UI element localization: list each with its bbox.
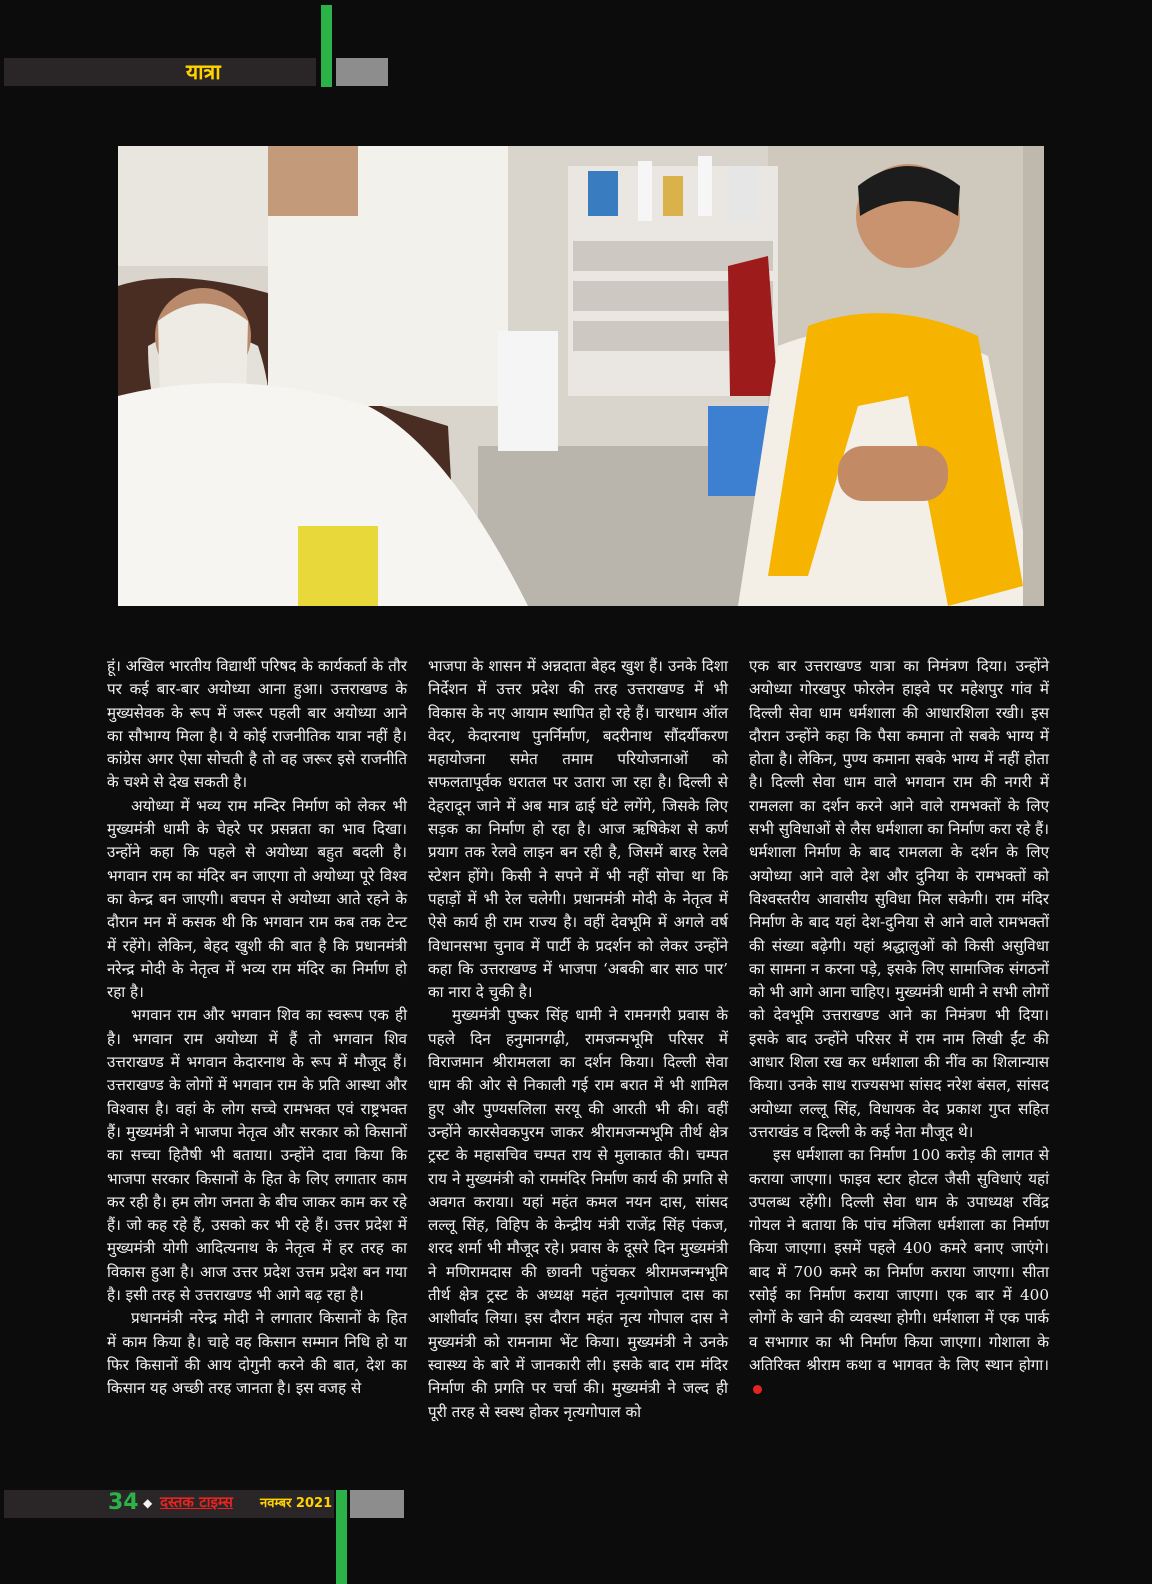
magazine-logo: दस्तक टाइम्स [160, 1493, 233, 1511]
paragraph: भगवान राम और भगवान शिव का स्वरूप एक ही है। भगवान राम अयोध्या में हैं तो भगवान शिव उत्तराखण्ड में भगवान केदारनाथ के रूप में मौजूद हैं। उत्तराखण्ड के लोगों में भगवान राम के प्रति आस्था और विश्वास है। वहां के लोग सच्चे रामभक्त एवं राष्ट्रभक्त हैं। मुख्यमंत्री ने भाजपा नेतृत्व और सरकार को किसानों का सच्चा हितैषी भी बताया। उन्होंने दावा किया कि भाजपा सरकार किसानों के हित के लिए लगातार काम कर रही है। हम लोग जनता के बीच जाकर काम कर रहे हैं। जो कह रहे हैं, उसको कर भी रहे हैं। उत्तर प्रदेश में मुख्यमंत्री योगी आदित्यनाथ के नेतृत्व में हर तरह का विकास हुआ है। आज उत्तर प्रदेश उत्तम प्रदेश बन गया है। इसी तरह से उत्तराखण्ड भी आगे बढ़ रहा है। [107, 1006, 407, 1305]
paragraph: हूं। अखिल भारतीय विद्यार्थी परिषद के कार्यकर्ता के तौर पर कई बार-बार अयोध्या आना हुआ। उत्तराखण्ड के मुख्यसेवक के रूप में जरूर पहली बार अयोध्या आने का सौभाग्य मिला है। ये कोई राजनीतिक यात्रा नहीं है। कांग्रेस अगर ऐसा सोचती है तो वह जरूर इसे राजनीति के चश्मे से देख सकती है। [107, 657, 407, 792]
diamond-separator-icon: ◆ [143, 1496, 153, 1510]
end-mark-icon [753, 1385, 762, 1394]
paragraph: एक बार उत्तराखण्ड यात्रा का निमंत्रण दिया। उन्होंने अयोध्या गोरखपुर फोरलेन हाइवे पर महेशपुर गांव में दिल्ली सेवा धाम धर्मशाला की आधारशिला रखी। इस दौरान उन्होंने कहा कि पैसा कमाना तो सबके भाग्य में होता है। लेकिन, पुण्य कमाना सबके भाग्य में नहीं होता है। दिल्ली सेवा धाम वाले भगवान राम की नगरी में रामलला का दर्शन करने आने वाले रामभक्तों के लिए सभी सुविधाओं से लैस धर्मशाला का निर्माण करा रहे हैं। धर्मशाला निर्माण के बाद रामलला के दर्शन के लिए अयोध्या आने वाले देश और दुनिया के रामभक्तों को विश्वस्तरीय आवासीय सुविधा मिल सकेगी। राम मंदिर निर्माण के बाद यहां देश-दुनिया से आने वाले रामभक्तों की संख्या बढ़ेगी। यहां श्रद्धालुओं को किसी असुविधा का सामना न करना पड़े, इसके लिए सामाजिक संगठनों को भी आगे आना चाहिए। मुख्यमंत्री धामी ने सभी लोगों को देवभूमि उत्तराखण्ड आने का निमंत्रण भी दिया। इसके बाद उन्होंने परिसर में राम नाम लिखी ईंट की आधार शिला रख कर धर्मशाला की नींव का शिलान्यास किया। उनके साथ राज्यसभा सांसद नरेश बंसल, सांसद अयोध्या लल्लू सिंह, विधायक वेद प्रकाश गुप्त सहित उत्तराखंड व दिल्ली के कई नेता मौजूद थे। [749, 657, 1049, 1141]
paragraph: अयोध्या में भव्य राम मन्दिर निर्माण को लेकर भी मुख्यमंत्री धामी के चेहरे पर प्रसन्नता का भाव दिखा। उन्होंने कहा कि पहले से अयोध्या बहुत बदली है। भगवान राम का मंदिर बन जाएगा तो अयोध्या पूरे विश्व का केन्द्र बन जाएगी। बचपन से अयोध्या आते रहने के दौरान मन में कसक थी कि भगवान राम कब तक टेन्ट में रहेंगे। लेकिन, बेहद खुशी की बात है कि प्रधानमंत्री नरेन्द्र मोदी के नेतृत्व में भव्य राम मंदिर का निर्माण हो रहा है। [107, 796, 407, 1002]
paragraph: भाजपा के शासन में अन्नदाता बेहद खुश हैं। उनके दिशा निर्देशन में उत्तर प्रदेश की तरह उत्तराखण्ड में भी विकास के नए आयाम स्थापित हो रहे हैं। चारधाम ऑल वेदर, केदारनाथ पुनर्निर्माण, बदरीनाथ सौंदर्यीकरण महायोजना समेत तमाम परियोजनाओं को सफलतापूर्वक धरातल पर उतारा जा रहा है। दिल्ली से देहरादून जाने में अब मात्र ढाई घंटे लगेंगे, जिसके लिए सड़क का निर्माण हो रहा है। आज ऋषिकेश से कर्ण प्रयाग तक रेलवे लाइन बन रही है, जिसमें बारह रेलवे स्टेशन होंगे। किसी ने सपने में भी नहीं सोचा था कि पहाड़ों में भी रेल चलेगी। प्रधानमंत्री मोदी के नेतृत्व में ऐसे कार्य ही राम राज्य है। वहीं देवभूमि में अगले वर्ष विधानसभा चुनाव में पार्टी के प्रदर्शन को लेकर उन्होंने कहा कि उत्तराखण्ड में भाजपा ‘अबकी बार साठ पार’ का नारा दे चुकी है। [428, 657, 728, 1002]
paragraph: प्रधानमंत्री नरेन्द्र मोदी ने लगातार किसानों के हित में काम किया है। चाहे वह किसान सम्मान निधि हो या फिर किसानों की आय दोगुनी करने की बात, देश का किसान यह अच्छी तरह जानता है। इस वजह से [107, 1309, 407, 1398]
section-label: यात्रा [186, 60, 221, 84]
page-number: 34 [108, 1490, 139, 1515]
paragraph-text: इस धर्मशाला का निर्माण 100 करोड़ की लागत से कराया जाएगा। फाइव स्टार होटल जैसी सुविधाएं यहां उपलब्ध रहेंगी। दिल्ली सेवा धाम के उपाध्यक्ष रविंद्र गोयल ने बताया कि पांच मंजिला धर्मशाला का निर्माण किया जाएगा। इसमें पहले 400 कमरे बनाए जाएंगे। बाद में 700 कमरे का निर्माण कराया जाएगा। सीता रसोई का निर्माण कराया जाएगा। एक बार में 400 लोगों के खाने की व्यवस्था होगी। धर्मशाला में एक पार्क व सभागार का भी निर्माण किया जाएगा। गोशाला के अतिरिक्त श्रीराम कथा व भागवत के लिए स्थान होगा। [749, 1146, 1049, 1374]
article-column-3 [749, 655, 1049, 1401]
grey-accent-box [336, 58, 388, 86]
green-accent-bar [321, 5, 332, 87]
article-photo [118, 146, 1044, 606]
paragraph [749, 1144, 1049, 1400]
article-column-1 [107, 655, 407, 1401]
green-accent-bar-bottom [336, 1490, 347, 1584]
article-column-2 [428, 655, 728, 1424]
paragraph: मुख्यमंत्री पुष्कर सिंह धामी ने रामनगरी प्रवास के पहले दिन हनुमानगढ़ी, रामजन्मभूमि परिसर में विराजमान श्रीरामलला का दर्शन किया। दिल्ली सेवा धाम की ओर से निकाली गई राम बरात में भी शामिल हुए और पुण्यसलिला सरयू की आरती भी की। वहीं उन्होंने कारसेवकपुरम जाकर श्रीरामजन्मभूमि तीर्थ क्षेत्र ट्रस्ट के महासचिव चम्पत राय से मुलाकात की। चम्पत राय ने मुख्यमंत्री को राममंदिर निर्माण कार्य की प्रगति से अवगत कराया। यहां महंत कमल नयन दास, सांसद लल्लू सिंह, विहिप के केन्द्रीय मंत्री राजेंद्र सिंह पंकज, शरद शर्मा भी मौजूद रहे। प्रवास के दूसरे दिन मुख्यमंत्री ने मणिरामदास की छावनी पहुंचकर श्रीरामजन्मभूमि तीर्थ क्षेत्र ट्रस्ट के अध्यक्ष महंत नृत्यगोपाल दास का आशीर्वाद लिया। इस दौरान महंत नृत्य गोपाल दास ने मुख्यमंत्री को रामनामा भेंट किया। मुख्यमंत्री ने उनके स्वास्थ्य के बारे में जानकारी ली। इसके बाद राम मंदिर निर्माण की प्रगति पर चर्चा की। मुख्यमंत्री ने जल्द ही पूरी तरह से स्वस्थ होकर नृत्यगोपाल को [428, 1006, 728, 1421]
grey-accent-box-bottom [350, 1490, 404, 1518]
issue-date: नवम्बर 2021 [260, 1496, 333, 1511]
header-bar [4, 58, 316, 86]
